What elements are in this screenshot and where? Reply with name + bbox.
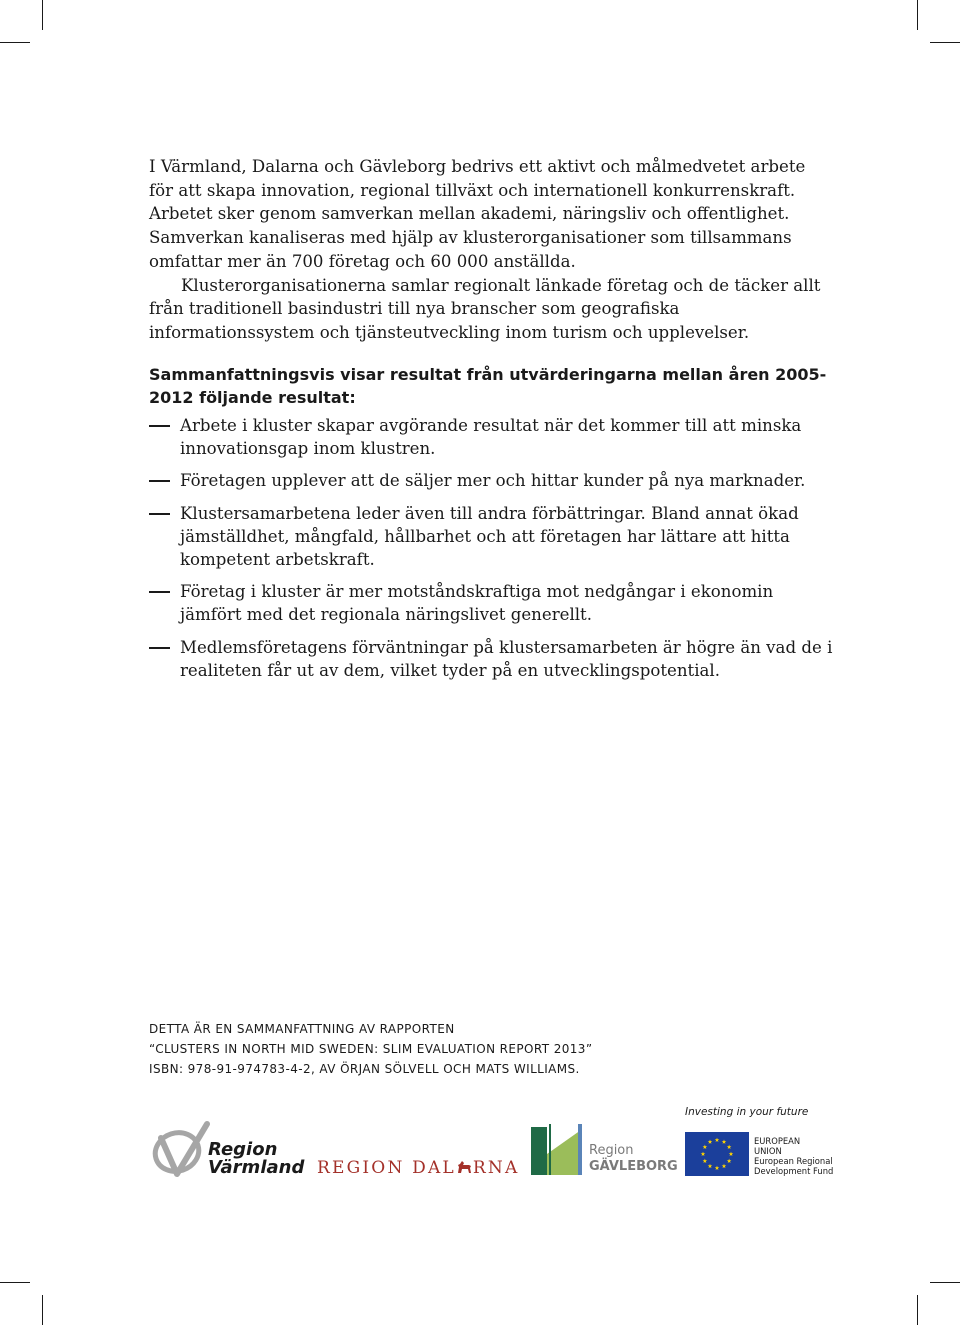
- varmland-emblem-icon: [151, 1120, 211, 1180]
- list-item: [149, 469, 839, 492]
- varmland-logo-line-2: Värmland: [208, 1157, 305, 1178]
- crop-mark-bottom-left-horizontal: [0, 1282, 30, 1283]
- crop-mark-top-left-vertical: [42, 0, 43, 30]
- list-item: [149, 502, 839, 572]
- list-item: [149, 636, 839, 682]
- crop-mark-bottom-left-vertical: [42, 1295, 43, 1325]
- region-varmland-logo: [151, 1120, 305, 1180]
- eu-text-line: UNION: [754, 1146, 782, 1156]
- crop-mark-bottom-right-vertical: [917, 1295, 918, 1325]
- report-reference-line: “CLUSTERS IN NORTH MID SWEDEN: SLIM EVALUATION REPORT 2013”: [149, 1042, 593, 1056]
- list-item: [149, 580, 839, 626]
- dash-bullet: [149, 513, 170, 515]
- list-item-text: Företag i kluster är mer motståndskraftiga mot nedgångar i ekonomin jämfört med det regionala näringslivet generellt.: [180, 582, 774, 625]
- gavleborg-emblem-icon: [531, 1124, 583, 1176]
- eu-fund-text: [754, 1136, 833, 1176]
- intro-paragraph: I Värmland, Dalarna och Gävleborg bedrivs ett aktivt och målmedvetet arbete för att skapa innovation, regional tillväxt och internationell konkurrenskraft. Arbetet sker genom samverkan mellan akademi, näringsliv och offentlighet. Samverkan kanaliseras med hjälp av klusterorganisationer som tillsammans omfattar mer än 700 företag och 60 000 anställda.: [149, 157, 806, 271]
- dalarna-logo-text: RNA: [472, 1158, 520, 1178]
- eu-text-line: EUROPEAN: [754, 1136, 801, 1146]
- eu-text-line: European Regional: [754, 1156, 833, 1166]
- dash-bullet: [149, 647, 170, 649]
- crop-mark-top-left-horizontal: [0, 42, 30, 43]
- eu-flag-icon: [685, 1132, 749, 1176]
- gavleborg-logo-line-2: GÄVLEBORG: [589, 1159, 678, 1174]
- region-dalarna-logo: [317, 1158, 519, 1178]
- crop-mark-top-right-horizontal: [930, 42, 960, 43]
- eu-text-line: Development Fund: [754, 1166, 834, 1176]
- summary-heading: Sammanfattningsvis visar resultat från utvärderingarna mellan åren 2005-2012 följande resultat:: [149, 365, 827, 407]
- list-item-text: Klustersamarbetena leder även till andra förbättringar. Bland annat ökad jämställdhet, mångfald, hållbarhet och att företagen har lättare att hitta kompetent arbetskraft.: [180, 503, 799, 570]
- report-reference-line: ISBN: 978-91-974783-4-2, AV ÖRJAN SÖLVELL OCH MATS WILLIAMS.: [149, 1062, 580, 1076]
- dala-horse-icon: [457, 1160, 472, 1174]
- results-list: [149, 414, 839, 682]
- crop-mark-top-right-vertical: [917, 0, 918, 30]
- dalarna-logo-text: REGION DAL: [317, 1158, 456, 1178]
- dash-bullet: [149, 591, 170, 593]
- dash-bullet: [149, 425, 170, 427]
- region-gavleborg-logo: [531, 1124, 678, 1176]
- varmland-logo-line-1: Region: [208, 1139, 278, 1160]
- crop-mark-bottom-right-horizontal: [930, 1282, 960, 1283]
- eu-logo: [685, 1132, 835, 1178]
- gavleborg-logo-line-1: Region: [589, 1143, 634, 1158]
- list-item-text: Arbete i kluster skapar avgörande resultat när det kommer till att minska innovationsgap inom klustren.: [180, 416, 802, 459]
- report-reference-line: DETTA ÄR EN SAMMANFATTNING AV RAPPORTEN: [149, 1022, 455, 1036]
- intro-paragraph: Klusterorganisationerna samlar regionalt länkade företag och de täcker allt från traditionell basindustri till nya branscher som geografiska informationssystem och tjänsteutveckling inom turism och upplevelser.: [149, 275, 821, 342]
- eu-tagline: Investing in your future: [685, 1106, 809, 1118]
- intro-text: [149, 155, 829, 345]
- list-item: [149, 414, 839, 460]
- list-item-text: Medlemsföretagens förväntningar på klustersamarbeten är högre än vad de i realiteten får ut av dem, vilket tyder på en utvecklingspotential.: [180, 637, 833, 680]
- report-reference: [149, 1019, 849, 1079]
- list-item-text: Företagen upplever att de säljer mer och hittar kunder på nya marknader.: [180, 471, 806, 491]
- dash-bullet: [149, 480, 170, 482]
